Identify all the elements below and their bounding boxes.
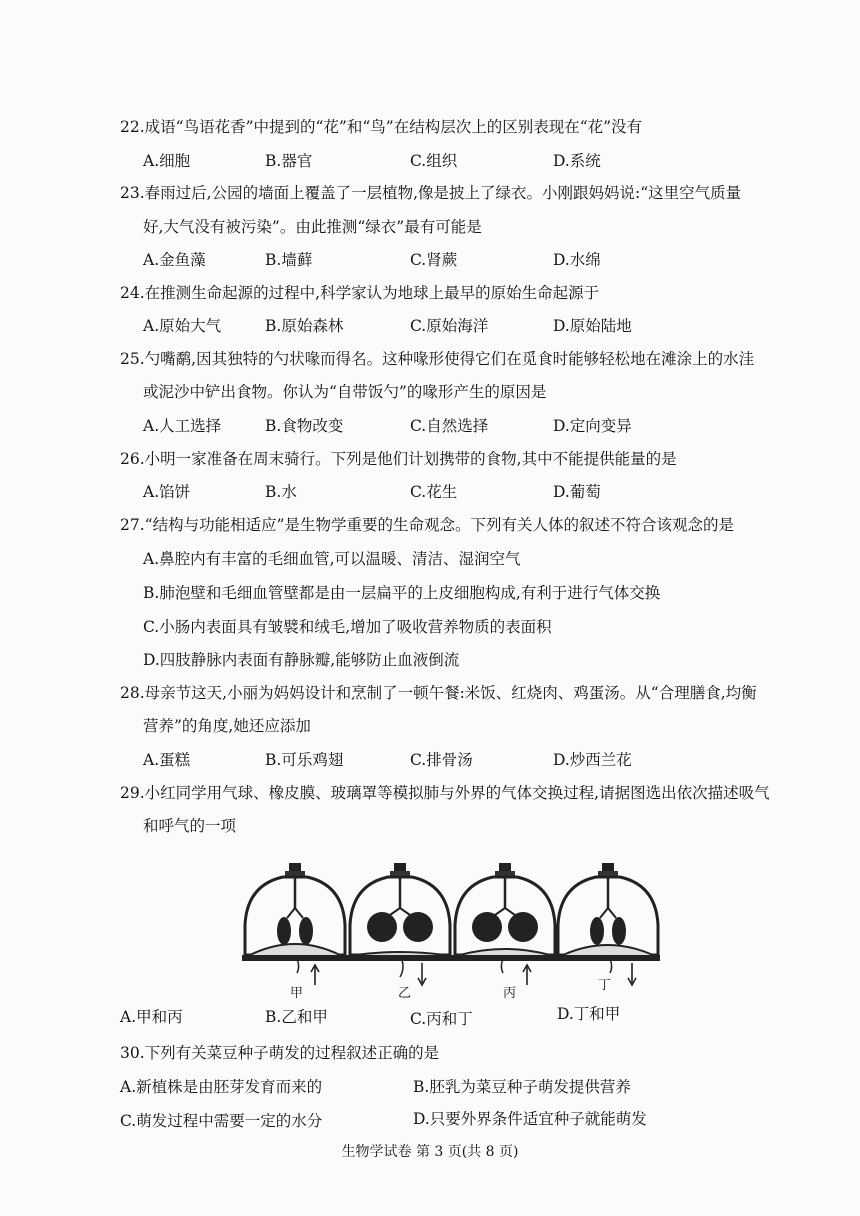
question-23-stem-line1: 23.春雨过后,公园的墙面上覆盖了一层植物,像是披上了绿衣。小刚跟妈妈说:“这里空气质量 <box>120 184 742 202</box>
q26-option-b: B.水 <box>265 483 297 501</box>
q29-option-b: B.乙和甲 <box>265 1008 328 1026</box>
question-24-stem: 24.在推测生命起源的过程中,科学家认为地球上最早的原始生命起源于 <box>120 284 600 302</box>
jar-bing <box>452 863 558 985</box>
jar-jia <box>242 863 348 985</box>
q29-option-a: A.甲和丙 <box>120 1008 183 1026</box>
question-28-stem-line1: 28.母亲节这天,小丽为妈妈设计和烹制了一顿午餐:米饭、红烧肉、鸡蛋汤。从“合理膳食,均衡 <box>120 684 757 702</box>
question-26-stem: 26.小明一家准备在周末骑行。下列是他们计划携带的食物,其中不能提供能量的是 <box>120 450 677 468</box>
lung-model-figure <box>240 855 660 1000</box>
jar-yi <box>347 863 453 985</box>
q24-option-b: B.原始森林 <box>265 317 344 335</box>
q26-option-d: D.葡萄 <box>553 483 601 501</box>
q30-option-a: A.新植株是由胚芽发育而来的 <box>120 1078 323 1096</box>
q25-option-c: C.自然选择 <box>410 417 489 435</box>
q22-option-d: D.系统 <box>553 152 601 170</box>
question-28-stem-line2: 营养”的角度,她还应添加 <box>143 717 311 735</box>
page-footer: 生物学试卷 第 3 页(共 8 页) <box>341 1144 519 1160</box>
q27-option-b: B.肺泡壁和毛细血管壁都是由一层扁平的上皮细胞构成,有利于进行气体交换 <box>143 584 661 602</box>
q24-option-a: A.原始大气 <box>143 317 222 335</box>
q23-option-a: A.金鱼藻 <box>143 251 206 269</box>
q24-option-c: C.原始海洋 <box>410 317 489 335</box>
q25-option-d: D.定向变异 <box>553 417 632 435</box>
jar-ding <box>555 863 660 985</box>
question-29-stem-line2: 和呼气的一项 <box>143 817 237 835</box>
q27-option-c: C.小肠内表面具有皱襞和绒毛,增加了吸收营养物质的表面积 <box>143 618 552 636</box>
q28-option-d: D.炒西兰花 <box>553 751 632 769</box>
figure-label-yi: 乙 <box>398 986 412 1000</box>
question-29-stem-line1: 29.小红同学用气球、橡皮膜、玻璃罩等模拟肺与外界的气体交换过程,请据图选出依次描述吸气 <box>120 784 770 802</box>
q25-option-a: A.人工选择 <box>143 417 222 435</box>
question-23-stem-line2: 好,大气没有被污染”。由此推测“绿衣”最有可能是 <box>143 218 482 236</box>
q22-option-a: A.细胞 <box>143 152 191 170</box>
q28-option-a: A.蛋糕 <box>143 751 191 769</box>
figure-label-ding: 丁 <box>598 978 612 993</box>
q27-option-d: D.四肢静脉内表面有静脉瓣,能够防止血液倒流 <box>143 651 460 669</box>
q30-option-c: C.萌发过程中需要一定的水分 <box>120 1112 323 1130</box>
q23-option-c: C.肾蕨 <box>410 251 458 269</box>
question-27-stem: 27.“结构与功能相适应”是生物学重要的生命观念。下列有关人体的叙述不符合该观念的是 <box>120 516 735 534</box>
q27-option-a: A.鼻腔内有丰富的毛细血管,可以温暖、清洁、湿润空气 <box>143 550 521 568</box>
q29-option-d: D.丁和甲 <box>557 1005 621 1023</box>
q23-option-b: B.墙藓 <box>265 251 313 269</box>
question-25-stem-line1: 25.勺嘴鹬,因其独特的勺状喙而得名。这种喙形使得它们在觅食时能够轻松地在滩涂上的水洼 <box>120 350 755 368</box>
q30-option-b: B.胚乳为菜豆种子萌发提供营养 <box>413 1078 631 1096</box>
q28-option-c: C.排骨汤 <box>410 751 473 769</box>
q26-option-a: A.馅饼 <box>143 483 191 501</box>
question-30-stem: 30.下列有关菜豆种子萌发的过程叙述正确的是 <box>120 1044 440 1062</box>
question-22-stem: 22.成语“鸟语花香”中提到的“花”和“鸟”在结构层次上的区别表现在“花”没有 <box>120 118 643 136</box>
q24-option-d: D.原始陆地 <box>553 317 632 335</box>
q28-option-b: B.可乐鸡翅 <box>265 751 344 769</box>
question-25-stem-line2: 或泥沙中铲出食物。你认为“自带饭勺”的喙形产生的原因是 <box>143 383 547 401</box>
q22-option-b: B.器官 <box>265 152 313 170</box>
q22-option-c: C.组织 <box>410 152 458 170</box>
q25-option-b: B.食物改变 <box>265 417 344 435</box>
q29-option-c: C.丙和丁 <box>410 1010 473 1028</box>
q23-option-d: D.水绵 <box>553 251 601 269</box>
figure-label-bing: 丙 <box>503 986 517 1000</box>
q30-option-d: D.只要外界条件适宜种子就能萌发 <box>413 1110 647 1128</box>
q26-option-c: C.花生 <box>410 483 458 501</box>
figure-label-jia: 甲 <box>290 986 304 1000</box>
